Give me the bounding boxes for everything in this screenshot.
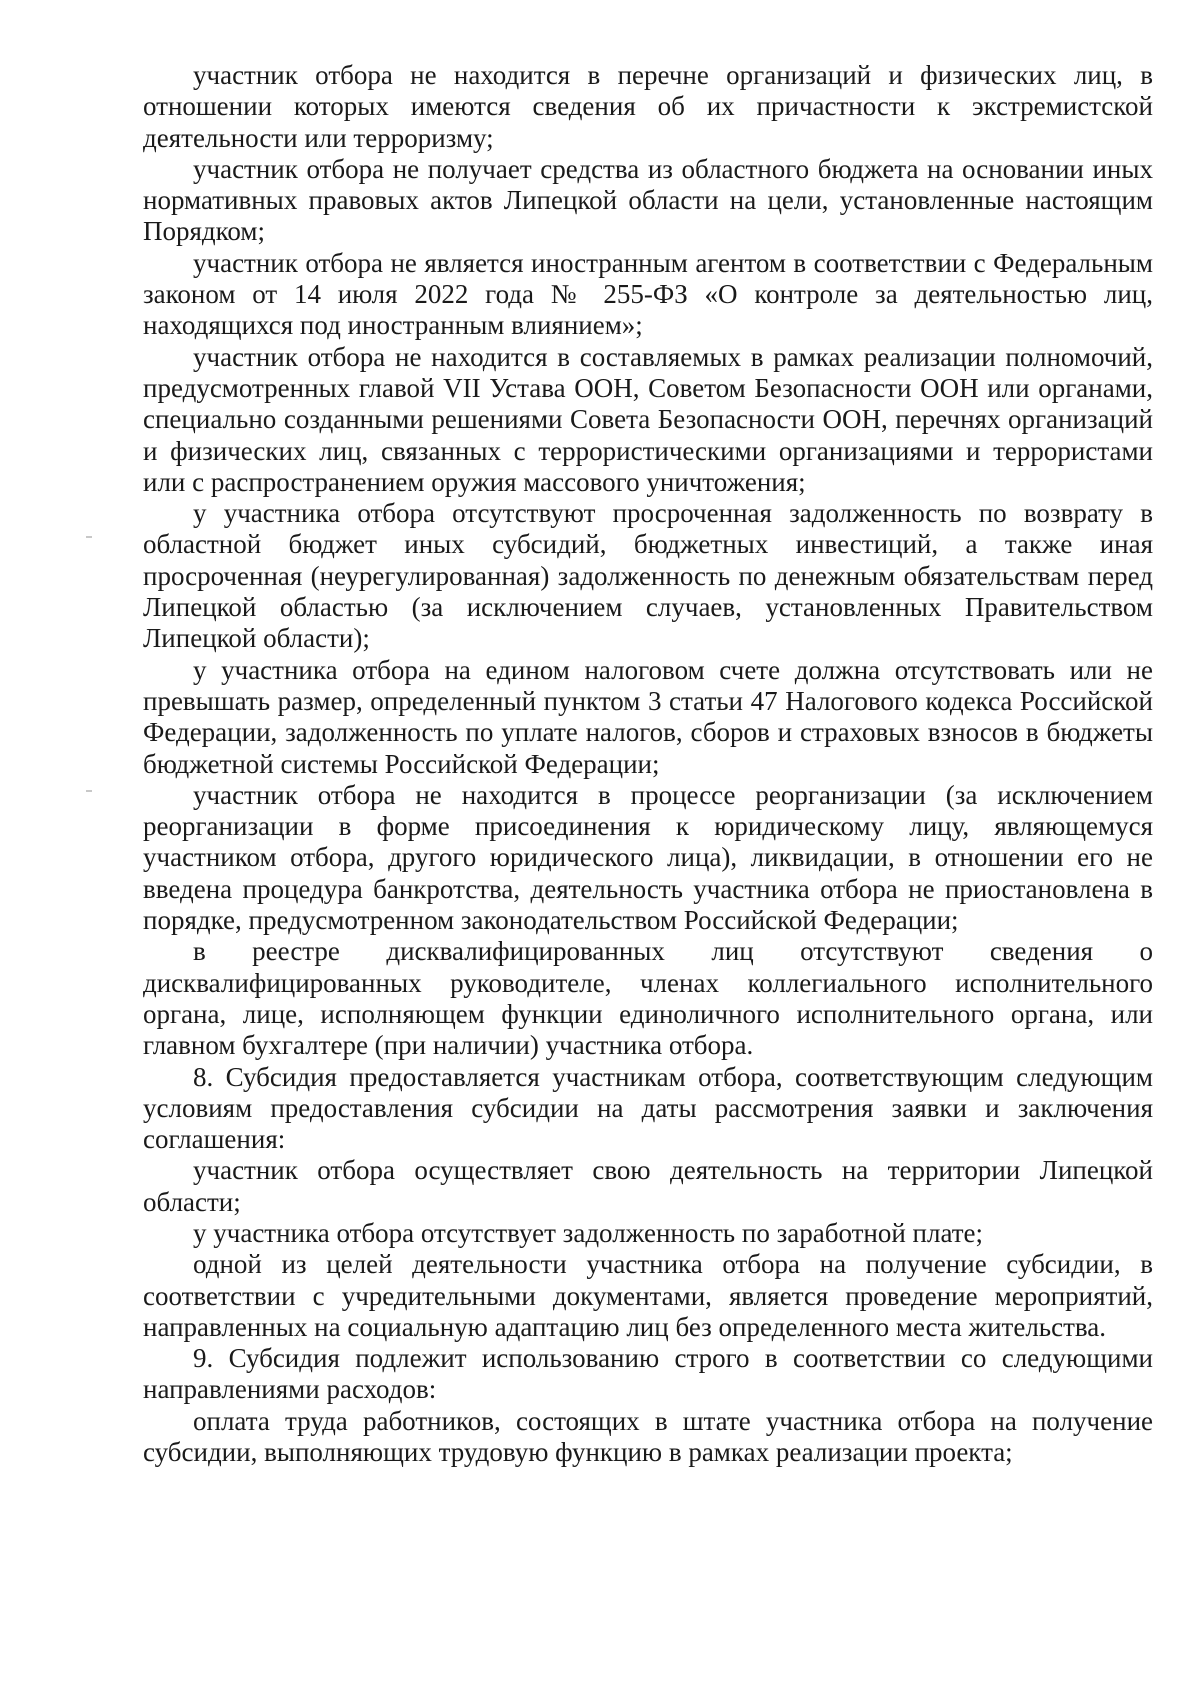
paragraph-social-adaptation-goal: одной из целей деятельности участника отбора на получение субсидии, в соответствии с учредительными документами, является проведение мероприятий, направленных на социальную адаптацию лиц без определенного места жительства. [143, 1249, 1153, 1342]
paragraph-extremism-list: участник отбора не находится в перечне организаций и физических лиц, в отношении которых имеются сведения об их причастности к экстремистской деятельности или терроризму; [143, 60, 1153, 153]
scan-artifact [86, 790, 92, 792]
paragraph-un-sanctions-list: участник отбора не находится в составляемых в рамках реализации полномочий, предусмотренных главой VII Устава ООН, Советом Безопасности ООН или органами, специально созданными решениями Совета Безопасности ООН, перечнях организаций и физических лиц, связанных с террористическими организациями и террористами или с распространением оружия массового уничтожения; [143, 341, 1153, 497]
paragraph-no-other-budget-funds: участник отбора не получает средства из областного бюджета на основании иных нормативных правовых актов Липецкой области на цели, установленные настоящим Порядком; [143, 153, 1153, 247]
scan-artifact [86, 536, 92, 538]
paragraph-not-foreign-agent: участник отбора не является иностранным агентом в соответствии с Федеральным законом от 14 июля 2022 года № 255-ФЗ «О контроле за деятельностью лиц, находящихся под иностранным влиянием»; [143, 247, 1153, 341]
paragraph-no-reorganization: участник отбора не находится в процессе реорганизации (за исключением реорганизации в форме присоединения к юридическому лицу, являющемуся участником отбора, другого юридического лица), ликвидации, в отношении его не введена процедура банкротства, деятельность участника отбора не приостановлена в порядке, предусмотренном законодательством Российской Федерации; [143, 779, 1153, 936]
paragraph-clause-9: 9. Субсидия подлежит использованию строго в соответствии со следующими направлениями расходов: [143, 1343, 1153, 1405]
document-body [143, 60, 1153, 1468]
paragraph-no-overdue-debt: у участника отбора отсутствуют просроченная задолженность по возврату в областной бюджет иных субсидий, бюджетных инвестиций, а также иная просроченная (неурегулированная) задолженность по денежным обязательствам перед Липецкой областью (за исключением случаев, установленных Правительством Липецкой области); [143, 498, 1153, 654]
paragraph-territory: участник отбора осуществляет свою деятельность на территории Липецкой области; [143, 1155, 1153, 1217]
paragraph-no-wage-debt: у участника отбора отсутствует задолженность по заработной плате; [193, 1217, 984, 1248]
paragraph-clause-8: 8. Субсидия предоставляется участникам отбора, соответствующим следующим условиям предоставления субсидии на даты рассмотрения заявки и заключения соглашения: [143, 1061, 1153, 1155]
paragraph-tax-account: у участника отбора на едином налоговом счете должна отсутствовать или не превышать размер, определенный пунктом 3 статьи 47 Налогового кодекса Российской Федерации, задолженность по уплате налогов, сборов и страховых взносов в бюджеты бюджетной системы Российской Федерации; [143, 654, 1153, 779]
paragraph-staff-payment: оплата труда работников, состоящих в штате участника отбора на получение субсидии, выполняющих трудовую функцию в рамках реализации проекта; [143, 1405, 1153, 1468]
paragraph-disqualified-persons: в реестре дисквалифицированных лиц отсутствуют сведения о дисквалифицированных руководителе, членах коллегиального исполнительного органа, лице, исполняющем функции единоличного исполнительного органа, или главном бухгалтере (при наличии) участника отбора. [143, 936, 1153, 1061]
